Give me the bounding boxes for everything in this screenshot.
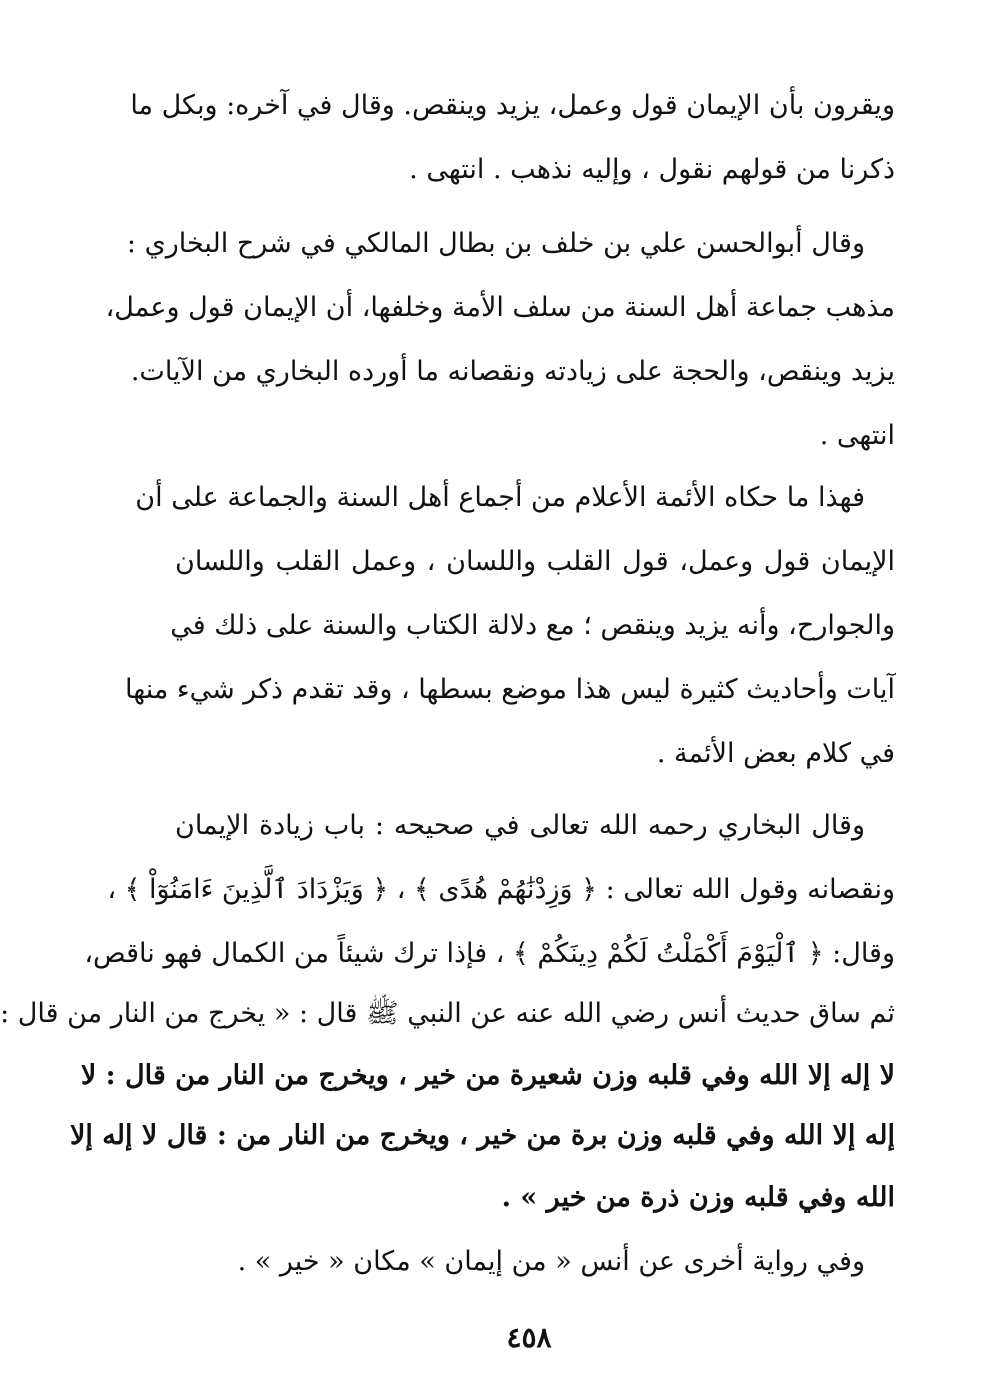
hadith-line: الله وفي قلبه وزن ذرة من خير » . <box>501 1182 895 1213</box>
text-line: فهذا ما حكاه الأئمة الأعلام من أجماع أهل السنة والجماعة على أن <box>135 482 865 513</box>
text-line: يزيد وينقص، والحجة على زيادته ونقصانه ما أورده البخاري من الآيات. <box>130 356 895 387</box>
page-body <box>0 74 895 1374</box>
text-line: والجوارح، وأنه يزيد وينقص ؛ مع دلالة الكتاب والسنة على ذلك في <box>170 610 895 641</box>
text-line: وفي رواية أخرى عن أنس « من إيمان » مكان « خير » . <box>237 1246 865 1277</box>
hadith-line: لا إله إلا الله وفي قلبه وزن شعيرة من خير ، ويخرج من النار من قال : لا <box>80 1060 895 1091</box>
text-line: ذكرنا من قولهم نقول ، وإليه نذهب . انتهى . <box>409 154 895 185</box>
text-line: ويقرون بأن الإيمان قول وعمل، يزيد وينقص. وقال في آخره: وبكل ما <box>130 90 895 121</box>
text-line: في كلام بعض الأئمة . <box>656 738 895 769</box>
text-line: ثم ساق حديث أنس رضي الله عنه عن النبي ﷺ قال : « يخرج من النار من قال : <box>0 998 895 1029</box>
text-line: وقال البخاري رحمه الله تعالى في صحيحه : باب زيادة الإيمان <box>175 810 865 841</box>
hadith-line: إله إلا الله وفي قلبه وزن برة من خير ، ويخرج من النار من : قال لا إله إلا <box>70 1120 895 1151</box>
page-number: ٤٥٨ <box>506 1321 552 1354</box>
text-line: الإيمان قول وعمل، قول القلب واللسان ، وعمل القلب واللسان <box>175 546 895 577</box>
text-line: وقال أبوالحسن علي بن خلف بن بطال المالكي في شرح البخاري : <box>126 228 865 259</box>
text-line: ونقصانه وقول الله تعالى : ﴿ وَزِدْنَٰهُمْ هُدًى ﴾ ، ﴿ وَيَزْدَادَ ٱلَّذِينَ ءَامَنُوٓاْ ﴾ ، <box>107 874 895 905</box>
text-line: وقال: ﴿ ٱلْيَوْمَ أَكْمَلْتُ لَكُمْ دِينَكُمْ ﴾ ، فإذا ترك شيئاً من الكمال فهو ناقص، <box>84 938 895 969</box>
text-line: آيات وأحاديث كثيرة ليس هذا موضع بسطها ، وقد تقدم ذكر شيء منها <box>125 674 895 705</box>
text-line: انتهى . <box>819 420 895 451</box>
text-line: مذهب جماعة أهل السنة من سلف الأمة وخلفها، أن الإيمان قول وعمل، <box>105 292 895 323</box>
